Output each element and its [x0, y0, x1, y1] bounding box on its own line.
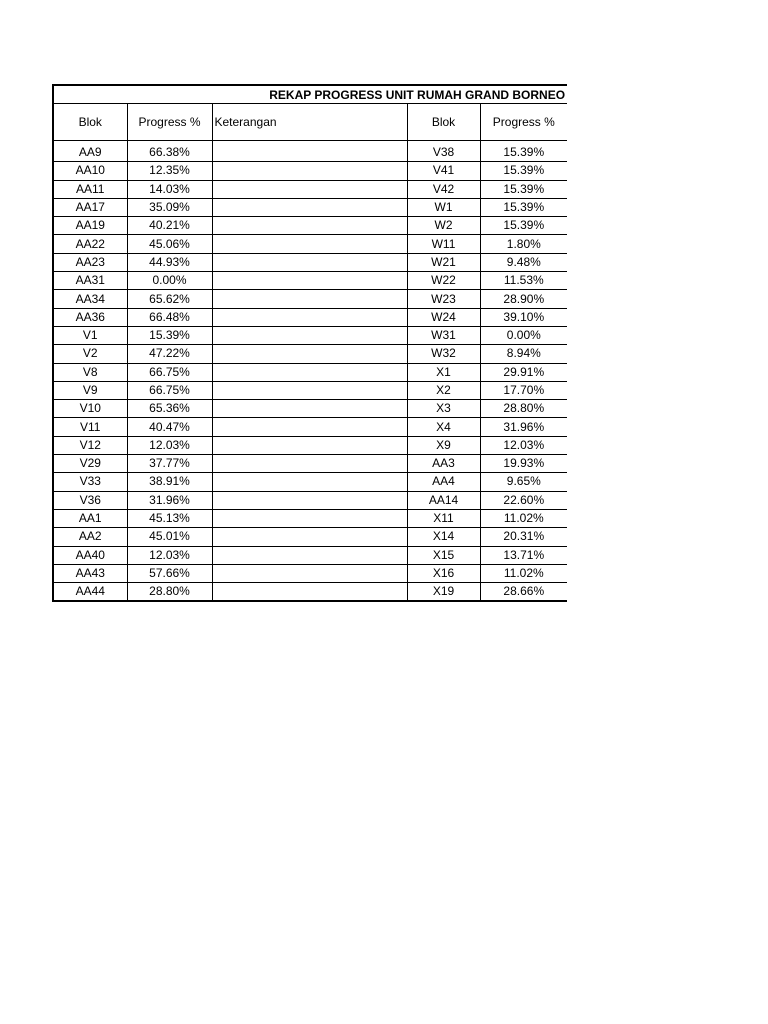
table-row	[53, 363, 567, 381]
progress-right-cell[interactable]: 0.00%	[480, 326, 567, 344]
progress-right-cell[interactable]: 28.80%	[480, 400, 567, 418]
blok-right-cell[interactable]: V42	[407, 180, 480, 198]
progress-left-cell[interactable]: 66.38%	[127, 144, 212, 162]
progress-left-cell[interactable]: 15.39%	[127, 326, 212, 344]
blok-right-cell[interactable]: X1	[407, 363, 480, 381]
blok-left-cell[interactable]: AA40	[53, 546, 127, 564]
blok-right-cell[interactable]: V38	[407, 144, 480, 162]
progress-left-cell[interactable]: 38.91%	[127, 473, 212, 491]
progress-right-cell[interactable]: 11.02%	[480, 509, 567, 527]
progress-left-cell[interactable]: 65.62%	[127, 290, 212, 308]
keterangan-cell[interactable]	[212, 180, 407, 198]
progress-right-cell[interactable]: 15.39%	[480, 198, 567, 216]
progress-right-cell[interactable]: 19.93%	[480, 455, 567, 473]
progress-right-cell[interactable]: 15.39%	[480, 144, 567, 162]
table-row	[53, 436, 567, 454]
blok-left-cell[interactable]: AA11	[53, 180, 127, 198]
table-row	[53, 491, 567, 509]
blok-right-cell[interactable]: X16	[407, 564, 480, 582]
keterangan-cell[interactable]	[212, 272, 407, 290]
blok-right-cell[interactable]: W23	[407, 290, 480, 308]
blok-left-cell[interactable]: V33	[53, 473, 127, 491]
blok-left-cell[interactable]: AA2	[53, 528, 127, 546]
progress-left-cell[interactable]: 14.03%	[127, 180, 212, 198]
blok-left-cell[interactable]: AA31	[53, 272, 127, 290]
keterangan-cell[interactable]	[212, 363, 407, 381]
keterangan-cell[interactable]	[212, 436, 407, 454]
table-row	[53, 272, 567, 290]
keterangan-cell[interactable]	[212, 418, 407, 436]
progress-left-cell[interactable]: 66.75%	[127, 381, 212, 399]
progress-right-cell[interactable]: 17.70%	[480, 381, 567, 399]
keterangan-cell[interactable]	[212, 144, 407, 162]
header-progress-right: Progress %	[480, 104, 567, 141]
table-row	[53, 418, 567, 436]
keterangan-cell[interactable]	[212, 400, 407, 418]
progress-right-cell[interactable]: 15.39%	[480, 162, 567, 180]
table-title: REKAP PROGRESS UNIT RUMAH GRAND BORNEO	[53, 85, 567, 104]
table-row	[53, 381, 567, 399]
table-row	[53, 144, 567, 162]
progress-left-cell[interactable]: 66.75%	[127, 363, 212, 381]
progress-right-cell[interactable]: 1.80%	[480, 235, 567, 253]
keterangan-cell[interactable]	[212, 235, 407, 253]
keterangan-cell[interactable]	[212, 381, 407, 399]
table-row	[53, 546, 567, 564]
blok-right-cell[interactable]: AA3	[407, 455, 480, 473]
table-row	[53, 217, 567, 235]
table-row	[53, 235, 567, 253]
table-row	[53, 400, 567, 418]
keterangan-cell[interactable]	[212, 217, 407, 235]
progress-right-cell[interactable]: 20.31%	[480, 528, 567, 546]
progress-left-cell[interactable]: 12.35%	[127, 162, 212, 180]
table-row	[53, 564, 567, 582]
header-progress-left: Progress %	[127, 104, 212, 141]
table-row	[53, 583, 567, 602]
table-row	[53, 308, 567, 326]
blok-right-cell[interactable]: W2	[407, 217, 480, 235]
blok-left-cell[interactable]: V8	[53, 363, 127, 381]
progress-left-cell[interactable]: 57.66%	[127, 564, 212, 582]
progress-right-cell[interactable]: 28.90%	[480, 290, 567, 308]
table-row	[53, 326, 567, 344]
progress-right-cell[interactable]: 8.94%	[480, 345, 567, 363]
blok-right-cell[interactable]: W1	[407, 198, 480, 216]
keterangan-cell[interactable]	[212, 198, 407, 216]
blok-left-cell[interactable]: V10	[53, 400, 127, 418]
keterangan-cell[interactable]	[212, 528, 407, 546]
blok-left-cell[interactable]: AA19	[53, 217, 127, 235]
progress-left-cell[interactable]: 12.03%	[127, 436, 212, 454]
progress-right-cell[interactable]: 11.02%	[480, 564, 567, 582]
progress-right-cell[interactable]: 13.71%	[480, 546, 567, 564]
progress-left-cell[interactable]: 66.48%	[127, 308, 212, 326]
progress-left-cell[interactable]: 45.13%	[127, 509, 212, 527]
keterangan-cell[interactable]	[212, 583, 407, 602]
table-row	[53, 345, 567, 363]
progress-left-cell[interactable]: 12.03%	[127, 546, 212, 564]
progress-right-cell[interactable]: 9.48%	[480, 253, 567, 271]
progress-left-cell[interactable]: 45.01%	[127, 528, 212, 546]
keterangan-cell[interactable]	[212, 253, 407, 271]
keterangan-cell[interactable]	[212, 290, 407, 308]
keterangan-cell[interactable]	[212, 473, 407, 491]
table-row	[53, 473, 567, 491]
blok-right-cell[interactable]: X19	[407, 583, 480, 602]
progress-right-cell[interactable]: 31.96%	[480, 418, 567, 436]
blok-left-cell[interactable]: V9	[53, 381, 127, 399]
table-row	[53, 162, 567, 180]
blok-right-cell[interactable]: X9	[407, 436, 480, 454]
keterangan-cell[interactable]	[212, 326, 407, 344]
blok-right-cell[interactable]: X2	[407, 381, 480, 399]
progress-left-cell[interactable]: 45.06%	[127, 235, 212, 253]
blok-right-cell[interactable]: W22	[407, 272, 480, 290]
header-blok-left: Blok	[53, 104, 127, 141]
table-row	[53, 455, 567, 473]
keterangan-cell[interactable]	[212, 345, 407, 363]
blok-left-cell[interactable]: V2	[53, 345, 127, 363]
blok-left-cell[interactable]: AA36	[53, 308, 127, 326]
blok-left-cell[interactable]: AA23	[53, 253, 127, 271]
progress-table	[52, 84, 567, 602]
progress-right-cell[interactable]: 12.03%	[480, 436, 567, 454]
keterangan-cell[interactable]	[212, 509, 407, 527]
progress-left-cell[interactable]: 40.21%	[127, 217, 212, 235]
keterangan-cell[interactable]	[212, 491, 407, 509]
blok-right-cell[interactable]: W21	[407, 253, 480, 271]
progress-left-cell[interactable]: 44.93%	[127, 253, 212, 271]
keterangan-cell[interactable]	[212, 455, 407, 473]
progress-left-cell[interactable]: 28.80%	[127, 583, 212, 602]
header-row	[53, 104, 567, 141]
progress-left-cell[interactable]: 47.22%	[127, 345, 212, 363]
blok-right-cell[interactable]: AA14	[407, 491, 480, 509]
blok-left-cell[interactable]: AA10	[53, 162, 127, 180]
blok-left-cell[interactable]: V1	[53, 326, 127, 344]
keterangan-cell[interactable]	[212, 162, 407, 180]
blok-right-cell[interactable]: W11	[407, 235, 480, 253]
blok-left-cell[interactable]: V12	[53, 436, 127, 454]
progress-left-cell[interactable]: 40.47%	[127, 418, 212, 436]
progress-right-cell[interactable]: 11.53%	[480, 272, 567, 290]
blok-right-cell[interactable]: X3	[407, 400, 480, 418]
table-row	[53, 198, 567, 216]
spreadsheet	[52, 84, 566, 602]
header-blok-right: Blok	[407, 104, 480, 141]
blok-left-cell[interactable]: V29	[53, 455, 127, 473]
progress-right-cell[interactable]: 22.60%	[480, 491, 567, 509]
blok-left-cell[interactable]: AA9	[53, 144, 127, 162]
table-row	[53, 509, 567, 527]
blok-right-cell[interactable]: X15	[407, 546, 480, 564]
keterangan-cell[interactable]	[212, 546, 407, 564]
blok-left-cell[interactable]: V11	[53, 418, 127, 436]
progress-right-cell[interactable]: 9.65%	[480, 473, 567, 491]
blok-right-cell[interactable]: X14	[407, 528, 480, 546]
table-row	[53, 253, 567, 271]
progress-right-cell[interactable]: 28.66%	[480, 583, 567, 602]
progress-right-cell[interactable]: 29.91%	[480, 363, 567, 381]
blok-right-cell[interactable]: V41	[407, 162, 480, 180]
keterangan-cell[interactable]	[212, 564, 407, 582]
progress-left-cell[interactable]: 31.96%	[127, 491, 212, 509]
blok-right-cell[interactable]: AA4	[407, 473, 480, 491]
progress-left-cell[interactable]: 0.00%	[127, 272, 212, 290]
blok-left-cell[interactable]: AA17	[53, 198, 127, 216]
blok-left-cell[interactable]: AA34	[53, 290, 127, 308]
blok-left-cell[interactable]: AA43	[53, 564, 127, 582]
blok-left-cell[interactable]: AA1	[53, 509, 127, 527]
progress-right-cell[interactable]: 39.10%	[480, 308, 567, 326]
progress-right-cell[interactable]: 15.39%	[480, 180, 567, 198]
blok-right-cell[interactable]: W32	[407, 345, 480, 363]
progress-left-cell[interactable]: 37.77%	[127, 455, 212, 473]
title-row	[53, 85, 567, 104]
table-row	[53, 528, 567, 546]
table-body	[53, 144, 567, 601]
blok-left-cell[interactable]: AA22	[53, 235, 127, 253]
blok-right-cell[interactable]: X11	[407, 509, 480, 527]
keterangan-cell[interactable]	[212, 308, 407, 326]
blok-right-cell[interactable]: X4	[407, 418, 480, 436]
progress-left-cell[interactable]: 35.09%	[127, 198, 212, 216]
blok-left-cell[interactable]: AA44	[53, 583, 127, 602]
table-row	[53, 290, 567, 308]
blok-right-cell[interactable]: W31	[407, 326, 480, 344]
header-keterangan: Keterangan	[212, 104, 407, 141]
progress-left-cell[interactable]: 65.36%	[127, 400, 212, 418]
table-row	[53, 180, 567, 198]
progress-right-cell[interactable]: 15.39%	[480, 217, 567, 235]
blok-right-cell[interactable]: W24	[407, 308, 480, 326]
blok-left-cell[interactable]: V36	[53, 491, 127, 509]
